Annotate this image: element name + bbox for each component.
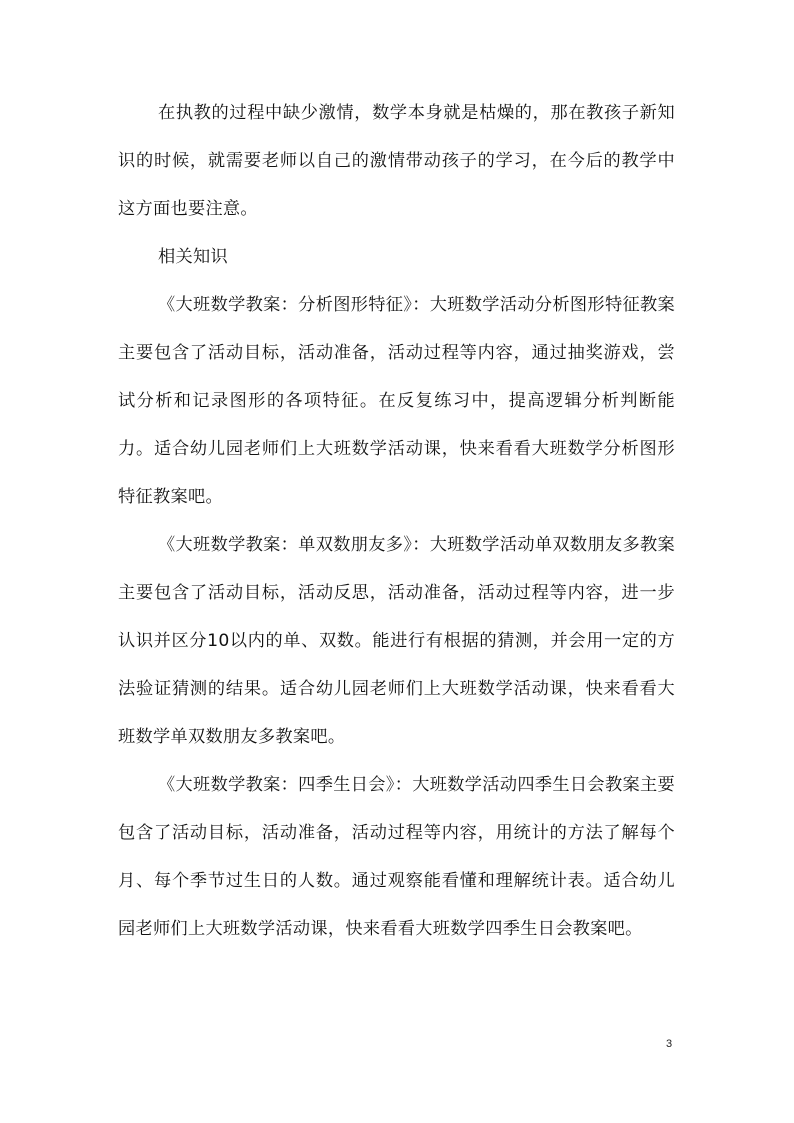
paragraph-odd-even-numbers: 《大班数学教案：单双数朋友多》：大班数学活动单双数朋友多教案主要包含了活动目标，活动反思，活动准备，活动过程等内容，进一步认识并区分10以内的单、双数。能进行有根据的猜测，并会用一定的方法验证猜测的结果。适合幼儿园老师们上大班数学活动课，快来看看大班数学单双数朋友多教案吧。 <box>118 535 675 747</box>
paragraph-reflection: 在执教的过程中缺少激情，数学本身就是枯燥的，那在教孩子新知识的时候，就需要老师以自己的激情带动孩子的学习，在今后的教学中这方面也要注意。 <box>118 103 675 219</box>
section-heading-related-knowledge: 相关知识 <box>158 247 228 267</box>
paragraph-seasons-birthday: 《大班数学教案：四季生日会》：大班数学活动四季生日会教案主要包含了活动目标，活动准备，活动过程等内容，用统计的方法了解每个月、每个季节过生日的人数。通过观察能看懂和理解统计表。适合幼儿园老师们上大班数学活动课，快来看看大班数学四季生日会教案吧。 <box>118 775 675 939</box>
paragraph-shape-features: 《大班数学教案：分析图形特征》：大班数学活动分析图形特征教案主要包含了活动目标，活动准备，活动过程等内容，通过抽奖游戏，尝试分析和记录图形的各项特征。在反复练习中，提高逻辑分析判断能力。适合幼儿园老师们上大班数学活动课，快来看看大班数学分析图形特征教案吧。 <box>118 295 675 507</box>
document-body <box>118 89 675 953</box>
page-number: 3 <box>666 1038 673 1050</box>
